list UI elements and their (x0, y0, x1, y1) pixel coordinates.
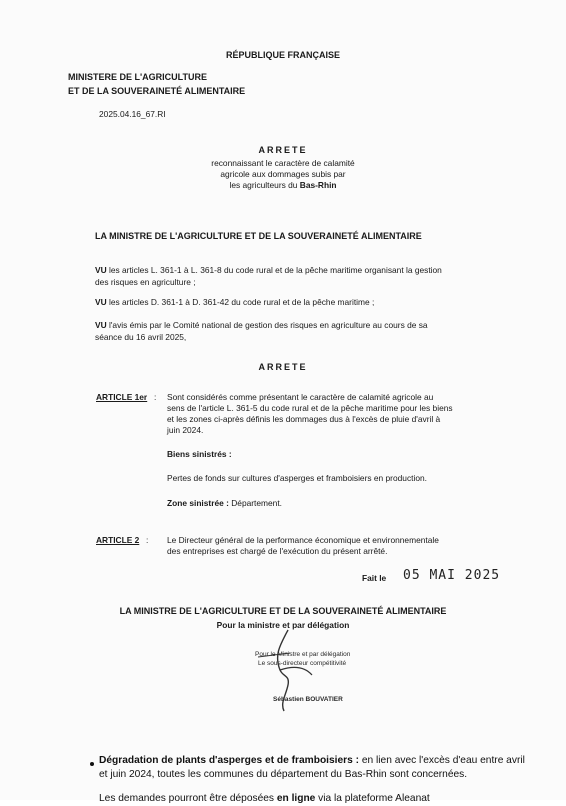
article-2-label: ARTICLE 2 (96, 535, 140, 545)
minister-heading: LA MINISTRE DE L'AGRICULTURE ET DE LA SOUVERAINETÉ ALIMENTAIRE (95, 231, 422, 241)
zone-label: Zone sinistrée : (167, 498, 229, 508)
article-2-line-2: des entreprises est chargé de l'exécution du présent arrêté. (167, 546, 388, 556)
article-1-line-1: Sont considérés comme présentant le caractère de calamité agricole au (167, 392, 434, 402)
title-heading: ARRETE (258, 145, 308, 155)
visa-3-line-1 (95, 320, 428, 331)
cut-line-bold: en ligne (276, 793, 316, 804)
visa-vu: VU (95, 265, 107, 275)
ministry-line-1: MINISTERE DE L'AGRICULTURE (68, 72, 207, 82)
article-1-colon: : (154, 392, 157, 402)
title-line-2: agricole aux dommages subis par (220, 169, 346, 179)
arrete-heading: ARRETE (258, 362, 308, 372)
fait-le-label: Fait le (362, 573, 387, 583)
zone-text: Département. (228, 498, 282, 508)
stamp-line-1: Pour le Ministre et par délégation (255, 651, 351, 658)
title-line-1: reconnaissant le caractère de calamité (211, 158, 355, 168)
signature-minister-heading: LA MINISTRE DE L'AGRICULTURE ET DE LA SOUVERAINETÉ ALIMENTAIRE (119, 606, 447, 616)
title-line-3 (0, 180, 566, 191)
visa-text: les articles D. 361-1 à D. 361-42 du code rural et de la pêche maritime ; (108, 297, 375, 307)
signer-name: Sébastien BOUVATIER (273, 696, 343, 703)
visa-vu: VU (95, 320, 107, 330)
visa-3-line-2: séance du 16 avril 2025, (95, 332, 187, 342)
article-2-colon: : (146, 535, 149, 545)
article-1-line-3: et les zones ci-après définis les dommages dus à l'excès de pluie d'avril à (167, 414, 441, 424)
article-1-line-2: sens de l'article L. 361-5 du code rural et de la pêche maritime pour les biens (167, 403, 453, 413)
visa-1-line-2: des risques en agriculture ; (95, 277, 196, 287)
stamp-line-2: Le sous-directeur compétitivité (258, 660, 347, 667)
visa-1-line-1 (95, 265, 442, 276)
article-2-line-1: Le Directeur général de la performance économique et environnementale (167, 535, 439, 545)
bullet-icon (90, 762, 94, 766)
article-1-label: ARTICLE 1er (96, 392, 148, 402)
visa-2 (95, 297, 374, 308)
delegation-line: Pour la ministre et par délégation (216, 620, 350, 630)
visa-text: les articles L. 361-1 à L. 361-8 du code rural et de la pêche maritime organisant la gestion (108, 265, 442, 275)
biens-label: Biens sinistrés : (167, 449, 232, 459)
bullet-line-2: et juin 2024, toutes les communes du département du Bas-Rhin sont concernées. (99, 769, 468, 780)
visa-text: l'avis émis par le Comité national de gestion des risques en agriculture au cours de sa (108, 320, 428, 330)
bullet-line-1 (99, 754, 525, 768)
title-department: Bas-Rhin (299, 180, 337, 190)
signature-date: 05 MAI 2025 (403, 568, 501, 583)
cut-line-text: Les demandes pourront être déposées (99, 793, 277, 804)
article-1-line-4: juin 2024. (167, 425, 204, 435)
bullet-bold-text: Dégradation de plants d'asperges et de framboisiers : (99, 755, 360, 766)
cut-line-rest: via la plateforme Aleanat (315, 793, 430, 804)
bullet-text: en lien avec l'excès d'eau entre avril (359, 755, 525, 766)
biens-text: Pertes de fonds sur cultures d'asperges et framboisiers en production. (167, 473, 427, 483)
title-line-3-text: les agriculteurs du (229, 180, 300, 190)
reference-number: 2025.04.16_67.RI (99, 109, 166, 119)
ministry-line-2: ET DE LA SOUVERAINETÉ ALIMENTAIRE (68, 86, 246, 96)
zone-line (167, 498, 282, 509)
republic-heading: RÉPUBLIQUE FRANÇAISE (225, 50, 340, 60)
visa-vu: VU (95, 297, 107, 307)
cut-line (99, 792, 430, 806)
